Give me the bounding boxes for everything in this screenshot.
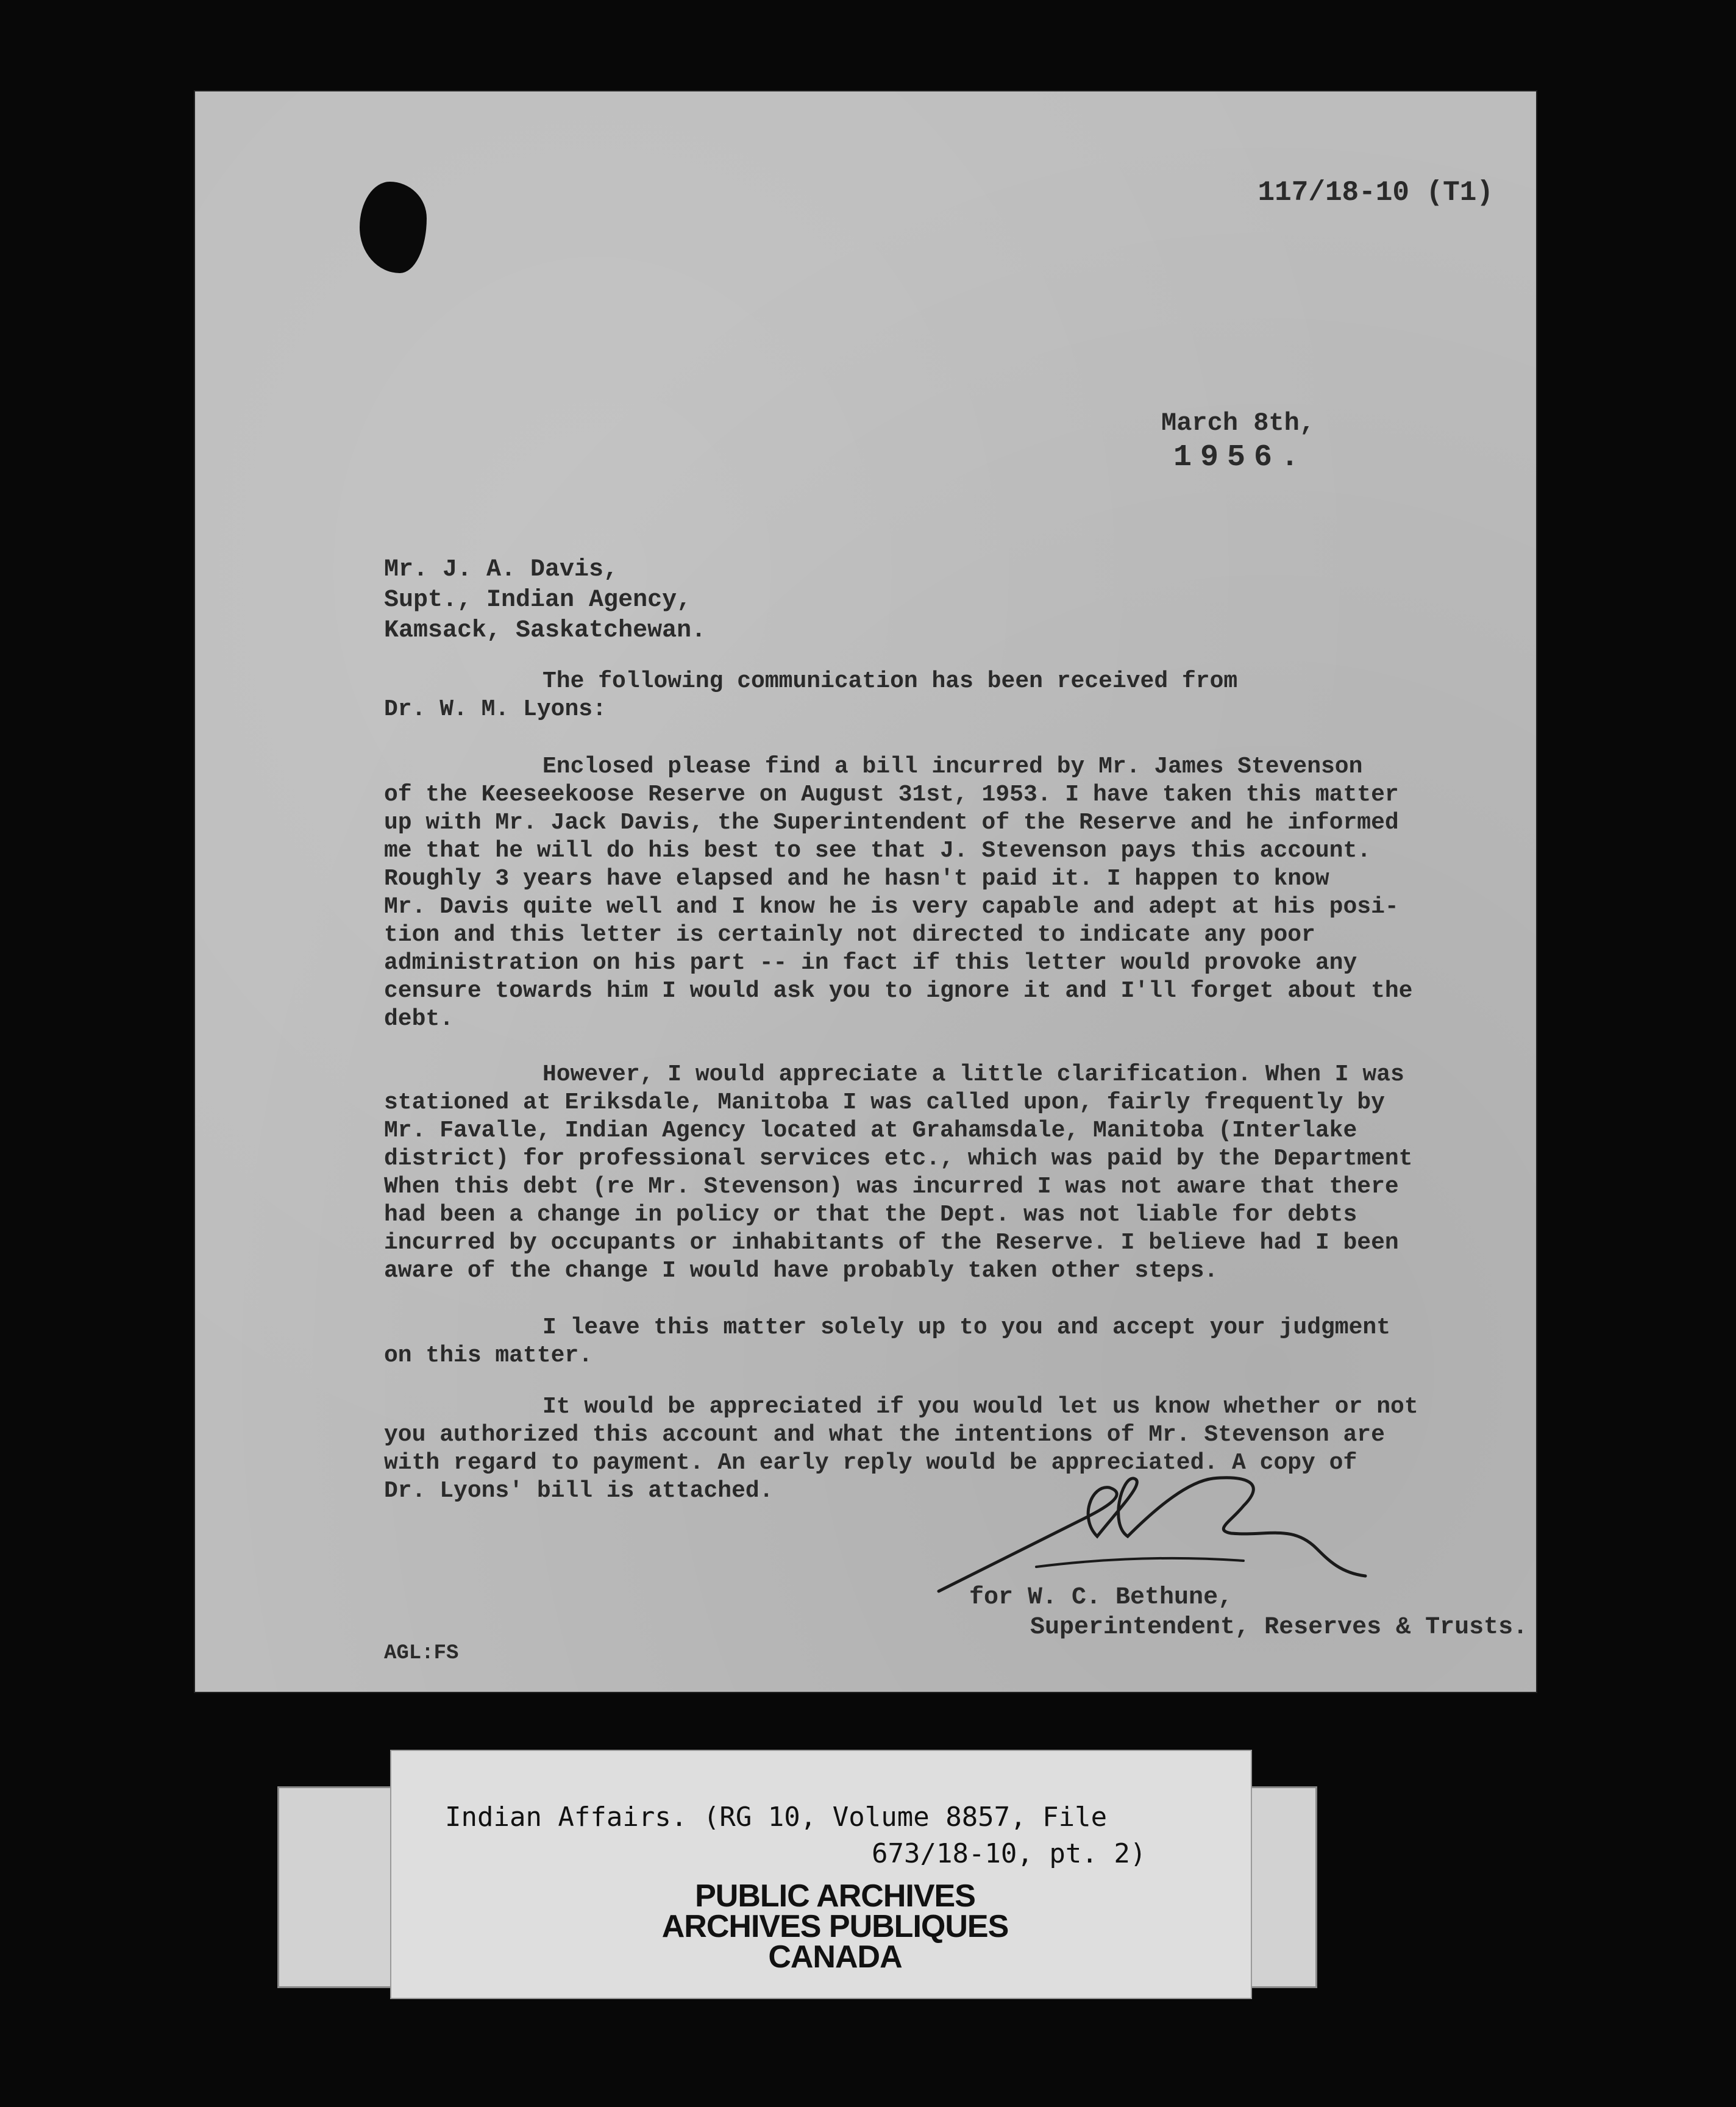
text-line: me that he will do his best to see that J. Stevenson pays this account. xyxy=(384,838,1371,864)
text-line: It would be appreciated if you would let us know whether or not xyxy=(542,1394,1418,1420)
text-line: Dr. W. M. Lyons: xyxy=(384,696,607,722)
archive-file-line-1: Indian Affairs. (RG 10, Volume 8857, File xyxy=(445,1802,1108,1833)
text-line: Roughly 3 years have elapsed and he hasn't paid it. I happen to know xyxy=(384,866,1329,892)
text-line: I leave this matter solely up to you and accept your judgment xyxy=(542,1314,1391,1341)
text-line: had been a change in policy or that the Dept. was not liable for debts xyxy=(384,1202,1357,1228)
text-line: up with Mr. Jack Davis, the Superintendent of the Reserve and he informed xyxy=(384,810,1399,836)
text-line: tion and this letter is certainly not directed to indicate any poor xyxy=(384,922,1315,948)
text-line: with regard to payment. An early reply would be appreciated. A copy of xyxy=(384,1450,1357,1476)
text-line: administration on his part -- in fact if this letter would provoke any xyxy=(384,950,1357,976)
typist-reference: AGL:FS xyxy=(384,1642,459,1665)
address-line: Supt., Indian Agency, xyxy=(384,586,692,614)
letter-date-day: March 8th, xyxy=(1161,408,1315,438)
address-line: Mr. J. A. Davis, xyxy=(384,556,619,583)
quoted-paragraph-3 xyxy=(384,1314,1390,1370)
signed-for: for W. C. Bethune, xyxy=(969,1584,1233,1611)
text-line: censure towards him I would ask you to ignore it and I'll forget about the xyxy=(384,978,1413,1004)
quoted-paragraph-1 xyxy=(384,753,1412,1033)
text-line: district) for professional services etc., which was paid by the Department xyxy=(384,1146,1413,1172)
archive-stamp xyxy=(582,1878,1088,1975)
letter-date-year: 1956. xyxy=(1173,440,1308,475)
recipient-address xyxy=(384,555,706,646)
stamp-line: CANADA xyxy=(768,1939,902,1975)
text-line: incurred by occupants or inhabitants of the Reserve. I believe had I been xyxy=(384,1230,1399,1256)
letter-page xyxy=(195,91,1536,1692)
intro-paragraph xyxy=(384,668,1237,724)
punch-hole xyxy=(360,182,427,273)
stamp-line: PUBLIC ARCHIVES xyxy=(695,1878,975,1914)
archive-file-line-2: 673/18-10, pt. 2) xyxy=(872,1838,1147,1869)
text-line: Mr. Davis quite well and I know he is very capable and adept at his posi- xyxy=(384,894,1399,920)
text-line: stationed at Eriksdale, Manitoba I was called upon, fairly frequently by xyxy=(384,1089,1385,1116)
stamp-line: ARCHIVES PUBLIQUES xyxy=(661,1909,1009,1944)
text-line: you authorized this account and what the intentions of Mr. Stevenson are xyxy=(384,1422,1385,1448)
text-line: However, I would appreciate a little clarification. When I was xyxy=(542,1061,1404,1088)
text-line: When this debt (re Mr. Stevenson) was incurred I was not aware that there xyxy=(384,1174,1399,1200)
text-line: debt. xyxy=(384,1006,454,1032)
address-line: Kamsack, Saskatchewan. xyxy=(384,617,706,644)
text-line: Dr. Lyons' bill is attached. xyxy=(384,1478,774,1504)
text-line: The following communication has been received from xyxy=(542,668,1238,694)
quoted-paragraph-2 xyxy=(384,1061,1412,1285)
text-line: aware of the change I would have probably taken other steps. xyxy=(384,1258,1218,1284)
handwritten-signature xyxy=(927,1469,1390,1597)
signer-title: Superintendent, Reserves & Trusts. xyxy=(1030,1614,1528,1641)
file-reference: 117/18-10 (T1) xyxy=(1258,177,1493,209)
text-line: of the Keeseekoose Reserve on August 31st, 1953. I have taken this matter xyxy=(384,782,1399,808)
text-line: Mr. Favalle, Indian Agency located at Grahamsdale, Manitoba (Interlake xyxy=(384,1118,1357,1144)
text-line: on this matter. xyxy=(384,1342,593,1369)
text-line: Enclosed please find a bill incurred by Mr. James Stevenson xyxy=(542,754,1363,780)
